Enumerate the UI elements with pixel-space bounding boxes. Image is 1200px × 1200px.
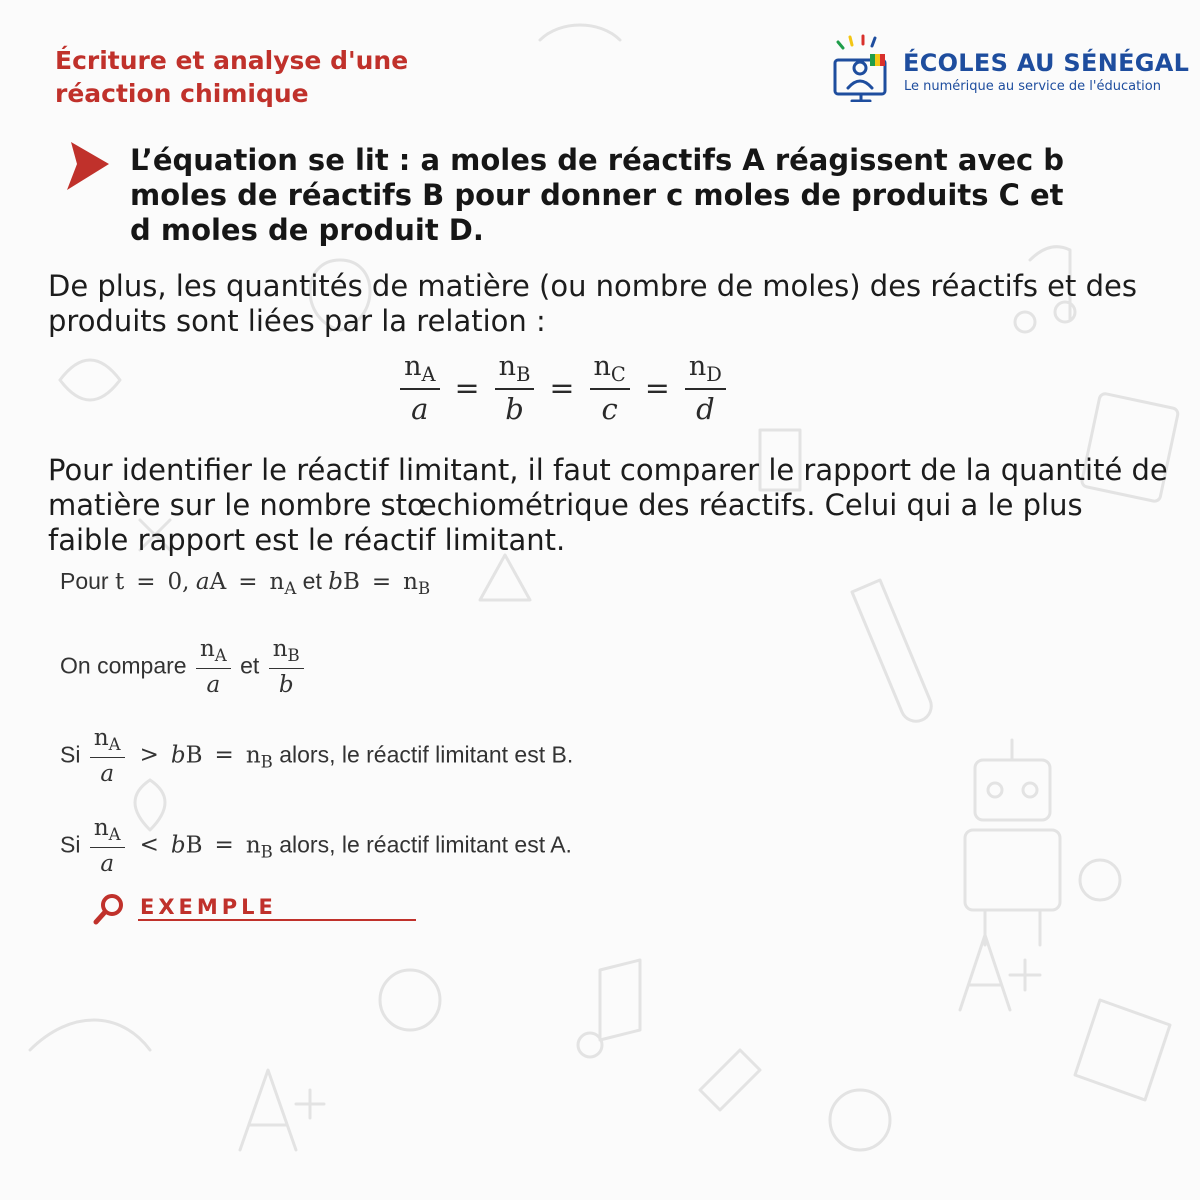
fraction-nA-over-a bbox=[90, 815, 125, 877]
frac-numerator: n bbox=[498, 351, 517, 382]
step-initial-quantities bbox=[60, 568, 430, 598]
equals-sign: = bbox=[214, 832, 234, 859]
greater-than-sign: > bbox=[139, 742, 159, 769]
math-subscript: A bbox=[284, 578, 297, 598]
step-conclusion: alors, le réactif limitant est A. bbox=[279, 831, 572, 858]
math-symbol: b bbox=[170, 832, 186, 859]
equals-sign: = bbox=[214, 742, 234, 769]
fraction-nD-over-d bbox=[685, 352, 726, 426]
step-case-greater bbox=[60, 725, 573, 787]
frac-subscript: B bbox=[516, 362, 531, 386]
stoichiometric-relation bbox=[0, 352, 1126, 426]
classroom-teacher-icon bbox=[830, 34, 896, 102]
paragraph-limiting-reagent: Pour identifier le réactif limitant, il faut comparer le rapport de la quantité de matière sur le nombre stœchiométrique des réactifs. Celui qui a le plus faible rapport est le réactif limitant. bbox=[48, 453, 1168, 557]
math-symbol: n bbox=[245, 742, 261, 769]
math-symbol: B bbox=[342, 569, 360, 595]
math-symbol: b bbox=[328, 569, 343, 595]
frac-denominator: c bbox=[601, 392, 618, 427]
math-symbol: n bbox=[269, 569, 285, 595]
fraction-nB-over-b bbox=[269, 636, 304, 698]
math-symbol: a bbox=[195, 569, 210, 595]
frac-subscript: A bbox=[108, 734, 121, 754]
step-text: Si bbox=[60, 831, 81, 858]
math-subscript: B bbox=[260, 842, 273, 862]
math-symbol: B bbox=[185, 742, 203, 769]
step-text: Si bbox=[60, 741, 81, 768]
less-than-sign: < bbox=[139, 832, 159, 859]
step-text: Pour bbox=[60, 568, 109, 594]
fraction-nC-over-c bbox=[590, 352, 630, 426]
equals-sign: = bbox=[454, 370, 480, 406]
equals-sign: = bbox=[549, 370, 575, 406]
topic-title: Écriture et analyse d'une réaction chimique bbox=[55, 46, 409, 108]
frac-subscript: D bbox=[706, 362, 722, 386]
equals-sign: = bbox=[371, 569, 392, 595]
fraction-nA-over-a bbox=[400, 352, 439, 426]
frac-numerator: n bbox=[593, 351, 611, 382]
fraction-nA-over-a bbox=[90, 725, 125, 787]
fraction-nA-over-a bbox=[196, 636, 231, 698]
equals-sign: = bbox=[238, 569, 258, 595]
frac-denominator: b bbox=[505, 392, 524, 427]
step-text: On compare bbox=[60, 652, 187, 679]
step-conclusion: alors, le réactif limitant est B. bbox=[279, 741, 574, 768]
math-symbol: n bbox=[245, 832, 261, 859]
math-symbol: t bbox=[114, 569, 125, 595]
frac-numerator: n bbox=[272, 636, 288, 662]
math-symbol: B bbox=[185, 832, 203, 859]
frac-numerator: n bbox=[688, 351, 707, 382]
magnifier-icon bbox=[93, 893, 125, 925]
math-subscript: B bbox=[417, 578, 431, 598]
brand-name: ÉCOLES AU SÉNÉGAL bbox=[903, 49, 1190, 77]
math-symbol: n bbox=[403, 569, 418, 595]
step-compare bbox=[60, 636, 307, 698]
example-underline bbox=[138, 919, 416, 921]
fraction-nB-over-b bbox=[495, 352, 535, 426]
frac-numerator: n bbox=[404, 351, 422, 382]
paragraph-relation-intro: De plus, les quantités de matière (ou nombre de moles) des réactifs et des produits sont liées par la relation : bbox=[48, 269, 1137, 338]
step-text: et bbox=[240, 652, 260, 679]
step-case-less bbox=[60, 815, 572, 877]
equals-sign: = bbox=[136, 569, 156, 595]
math-symbol: A bbox=[209, 569, 227, 595]
brand-logo[interactable] bbox=[830, 34, 1190, 104]
frac-numerator: n bbox=[199, 636, 215, 662]
example-heading: EXEMPLE bbox=[140, 895, 277, 919]
frac-denominator: a bbox=[411, 392, 429, 427]
frac-denominator: a bbox=[100, 851, 115, 878]
math-symbol: b bbox=[170, 742, 186, 769]
frac-subscript: B bbox=[287, 645, 300, 665]
math-symbol: 0, bbox=[167, 569, 190, 595]
frac-denominator: b bbox=[278, 672, 294, 699]
frac-subscript: C bbox=[610, 362, 626, 386]
brand-tagline: Le numérique au service de l'éducation bbox=[904, 79, 1161, 94]
frac-subscript: A bbox=[421, 362, 436, 386]
math-subscript: B bbox=[260, 752, 273, 772]
arrow-bullet-icon bbox=[63, 140, 113, 192]
frac-subscript: A bbox=[214, 645, 227, 665]
step-text: et bbox=[302, 568, 322, 594]
frac-denominator: a bbox=[206, 672, 221, 699]
frac-subscript: A bbox=[108, 824, 121, 844]
frac-denominator: a bbox=[100, 761, 115, 788]
frac-numerator: n bbox=[93, 815, 109, 841]
equals-sign: = bbox=[644, 370, 670, 406]
frac-numerator: n bbox=[93, 725, 109, 751]
frac-denominator: d bbox=[696, 392, 715, 427]
key-statement: L’équation se lit : a moles de réactifs A réagissent avec b moles de réactifs B pour donner c moles de produits C et d moles de produit D. bbox=[130, 143, 1065, 247]
